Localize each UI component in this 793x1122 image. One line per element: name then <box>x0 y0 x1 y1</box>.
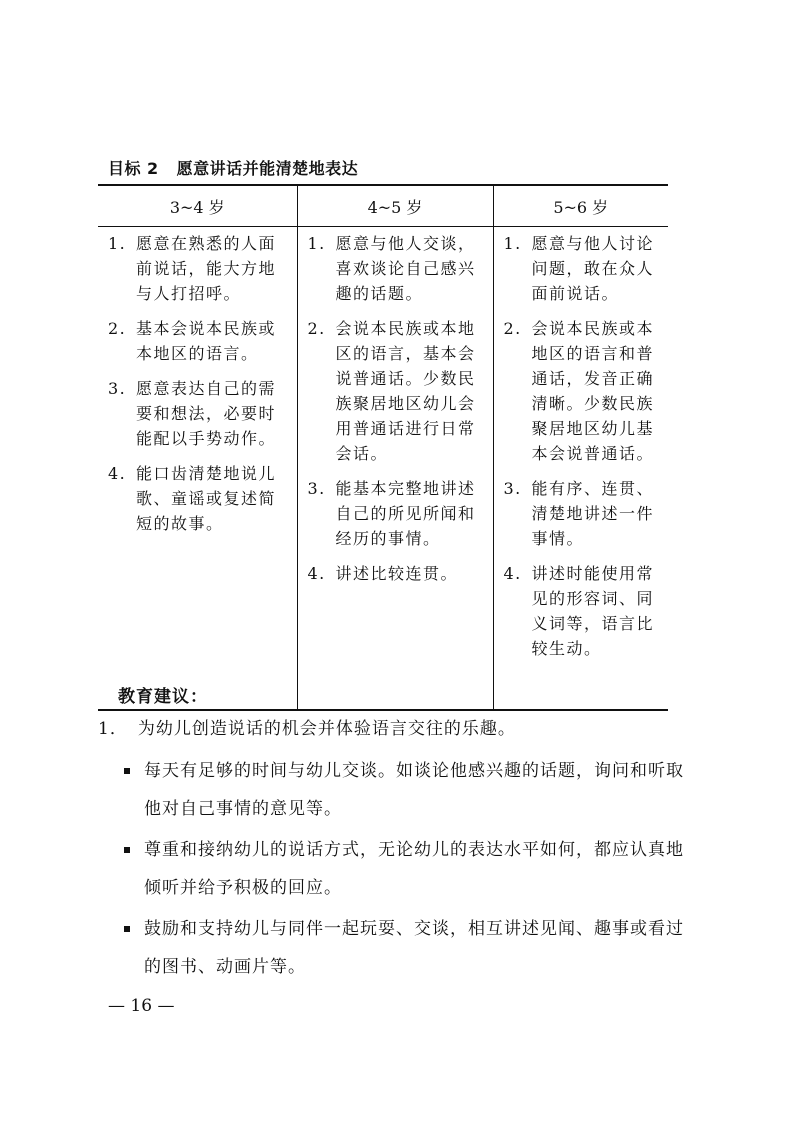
item-text: 会说本民族或本地区的语言和普通话，发音正确清晰。少数民族聚居地区幼儿基本会说普通话。 <box>531 319 655 463</box>
list-item: 1. 愿意在熟悉的人面前说话，能大方地与人打招呼。 <box>108 234 277 303</box>
advice-bullets <box>118 752 698 989</box>
square-bullet-icon <box>124 847 130 853</box>
advice-heading: 教育建议： <box>118 687 208 707</box>
list-item <box>118 831 698 907</box>
advice-point-number: 1． <box>98 719 128 739</box>
list-item: 4. 讲述比较连贯。 <box>307 564 459 583</box>
goal-text: 愿意讲话并能清楚地表达 <box>176 159 359 178</box>
list-item: 4. 讲述时能使用常见的形容词、同义词等，语言比较生动。 <box>503 564 655 658</box>
list-item: 2. 会说本民族或本地区的语言，基本会说普通话。少数民族聚居地区幼儿会用普通话进行日常会话。 <box>307 319 476 463</box>
page-number: — 16 — <box>108 996 175 1016</box>
list-item: 1. 愿意与他人讨论问题，敢在众人面前说话。 <box>503 234 655 303</box>
advice-point-text: 为幼儿创造说话的机会并体验语言交往的乐趣。 <box>137 719 516 739</box>
column-header-age-5-6: 5~6 岁 <box>493 185 668 227</box>
bullet-text: 尊重和接纳幼儿的说话方式，无论幼儿的表达水平如何，都应认真地倾听并给予积极的回应。 <box>144 840 684 898</box>
item-text: 能有序、连贯、清楚地讲述一件事情。 <box>531 479 655 548</box>
square-bullet-icon <box>124 926 130 932</box>
list-item: 3. 能基本完整地讲述自己的所见所闻和经历的事情。 <box>307 479 476 548</box>
column-age-3-4 <box>98 227 297 711</box>
goals-table <box>98 184 668 711</box>
column-age-5-6 <box>493 227 668 711</box>
advice-point-1 <box>98 716 698 742</box>
bullet-text: 每天有足够的时间与幼儿交谈。如谈论他感兴趣的话题，询问和听取他对自己事情的意见等。 <box>144 761 684 819</box>
bullet-text: 鼓励和支持幼儿与同伴一起玩耍、交谈，相互讲述见闻、趣事或看过的图书、动画片等。 <box>144 919 684 977</box>
table-row <box>98 227 668 711</box>
list-item <box>118 752 698 828</box>
column-header-age-4-5: 4~5 岁 <box>297 185 493 227</box>
item-text: 讲述时能使用常见的形容词、同义词等，语言比较生动。 <box>531 564 655 658</box>
item-text: 愿意表达自己的需要和想法，必要时能配以手势动作。 <box>136 379 277 448</box>
square-bullet-icon <box>124 768 130 774</box>
list-item: 4. 能口齿清楚地说儿歌、童谣或复述简短的故事。 <box>108 464 277 533</box>
item-text: 愿意在熟悉的人面前说话，能大方地与人打招呼。 <box>136 234 277 303</box>
item-text: 愿意与他人交谈，喜欢谈论自己感兴趣的话题。 <box>335 234 476 303</box>
list-item: 1. 愿意与他人交谈，喜欢谈论自己感兴趣的话题。 <box>307 234 476 303</box>
item-text: 会说本民族或本地区的语言，基本会说普通话。少数民族聚居地区幼儿会用普通话进行日常会话。 <box>335 319 476 463</box>
list-item: 3. 能有序、连贯、清楚地讲述一件事情。 <box>503 479 655 548</box>
list-item <box>118 910 698 986</box>
column-age-4-5 <box>297 227 493 711</box>
goal-number: 2 <box>147 159 159 178</box>
item-text: 讲述比较连贯。 <box>335 564 459 583</box>
list-item: 3. 愿意表达自己的需要和想法，必要时能配以手势动作。 <box>108 379 277 448</box>
item-text: 愿意与他人讨论问题，敢在众人面前说话。 <box>531 234 655 303</box>
list-item: 2. 会说本民族或本地区的语言和普通话，发音正确清晰。少数民族聚居地区幼儿基本会说普通话。 <box>503 319 655 463</box>
item-text: 能基本完整地讲述自己的所见所闻和经历的事情。 <box>335 479 476 548</box>
item-text: 基本会说本民族或本地区的语言。 <box>136 319 277 363</box>
table-header-row <box>98 185 668 227</box>
item-text: 能口齿清楚地说儿歌、童谣或复述简短的故事。 <box>136 464 277 533</box>
goal-label: 目标 <box>108 159 142 178</box>
goal-title <box>108 156 358 179</box>
list-item: 2. 基本会说本民族或本地区的语言。 <box>108 319 277 363</box>
column-header-age-3-4: 3~4 岁 <box>98 185 297 227</box>
